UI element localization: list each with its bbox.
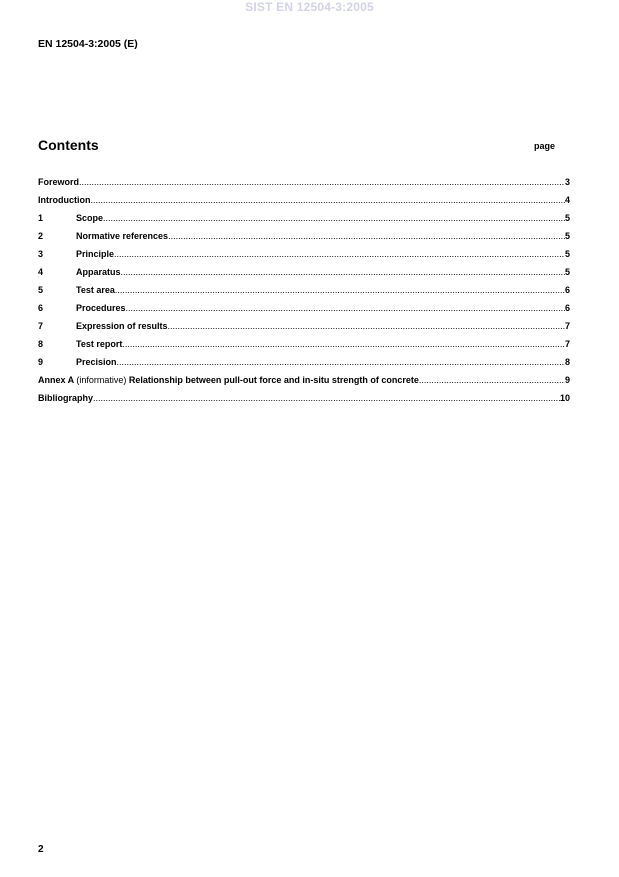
toc-entry-number: 7 [38,321,44,331]
annex-type: (informative) [76,375,127,385]
toc-entry-number: 6 [38,303,44,313]
toc-entry-title: Bibliography [38,393,94,403]
toc-entry-page: 7 [564,339,570,349]
toc-entry-test-report[interactable] [38,337,570,355]
toc-entry-number: 8 [38,339,44,349]
toc-leader-dots [114,247,565,261]
toc-entry-page: 5 [564,231,570,241]
toc-entry-scope[interactable] [38,211,570,229]
toc-entry-principle[interactable] [38,247,570,265]
toc-entry-annex-a[interactable] [38,373,570,391]
toc-entry-page: 5 [564,213,570,223]
toc-leader-dots [79,175,565,189]
toc-entry-page: 8 [564,357,570,367]
toc-entry-title: Test area [76,285,115,295]
toc-entry-number: 2 [38,231,44,241]
toc-entry-number: 1 [38,213,44,223]
toc-entry-page: 3 [564,177,570,187]
watermark: SIST EN 12504-3:2005 [245,0,374,14]
toc-entry-precision[interactable] [38,355,570,373]
toc-entry-title: Precision [76,357,117,367]
toc-leader-dots [122,337,565,351]
toc-leader-dots [103,211,565,225]
toc-entry-bibliography[interactable] [38,391,570,409]
toc-entry-title: Principle [76,249,115,259]
toc-entry-page: 9 [564,375,570,385]
toc-entry-title: Expression of results [76,321,168,331]
toc-entry-test-area[interactable] [38,283,570,301]
toc-entry-foreword[interactable] [38,175,570,193]
toc-entry-title: Test report [76,339,123,349]
toc-leader-dots [115,283,565,297]
toc-leader-dots [168,319,565,333]
toc-entry-number: 4 [38,267,44,277]
annex-title: Relationship between pull-out force and in-situ strength of concrete [128,375,419,385]
toc-entry-page: 5 [564,249,570,259]
toc-entry-title: Procedures [76,303,126,313]
toc-leader-dots [419,373,565,387]
toc-entry-number: 9 [38,357,44,367]
toc-entry-page: 6 [564,303,570,313]
toc-leader-dots [93,391,560,405]
toc-leader-dots [91,193,565,207]
toc-entry-page: 7 [564,321,570,331]
toc-entry-apparatus[interactable] [38,265,570,283]
document-identifier: EN 12504-3:2005 (E) [38,38,138,50]
toc-entry-page: 5 [564,267,570,277]
toc-entry-introduction[interactable] [38,193,570,211]
toc-entry-procedures[interactable] [38,301,570,319]
toc-entry-title: Scope [76,213,104,223]
toc-entry-expression-of-results[interactable] [38,319,570,337]
toc-leader-dots [126,301,565,315]
annex-label: Annex A [38,375,74,385]
page-column-label: page [534,141,556,151]
toc-entry-title: Introduction [38,195,91,205]
toc-entry-title: Foreword [38,177,80,187]
toc-entry-number: 3 [38,249,44,259]
contents-title: Contents [38,137,99,153]
toc-entry-title [38,373,419,387]
table-of-contents [38,175,570,409]
toc-entry-title: Apparatus [76,267,121,277]
toc-entry-number: 5 [38,285,44,295]
toc-leader-dots [117,355,565,369]
toc-entry-page: 10 [559,393,570,403]
toc-entry-title: Normative references [76,231,169,241]
toc-leader-dots [168,229,565,243]
page-number: 2 [38,844,44,855]
toc-entry-page: 6 [564,285,570,295]
toc-entry-page: 4 [564,195,570,205]
toc-entry-normative-references[interactable] [38,229,570,247]
toc-leader-dots [121,265,565,279]
